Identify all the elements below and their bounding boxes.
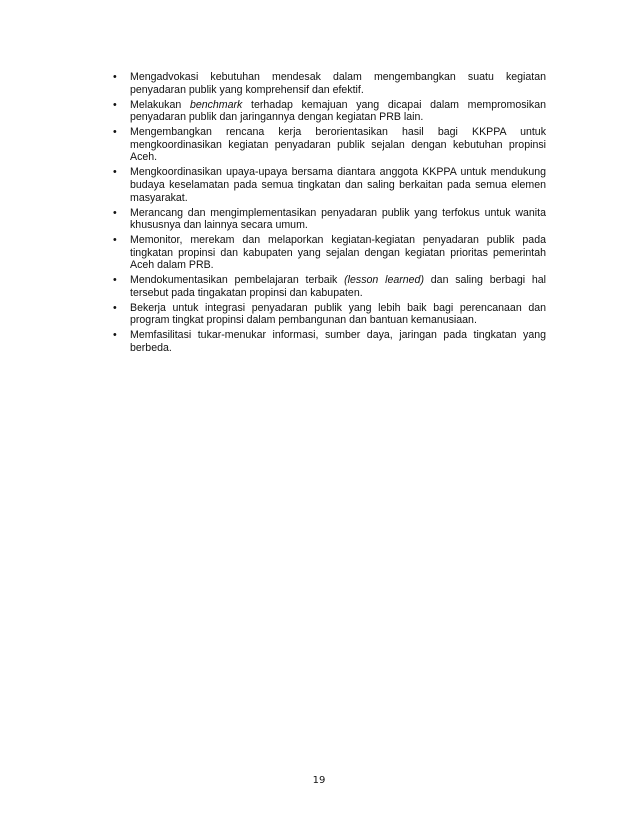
bullet-text — [130, 274, 546, 299]
list-item — [110, 207, 546, 232]
italic-term: benchmark — [189, 98, 243, 111]
text-segment: Merancang dan mengimplementasikan penyadaran publik yang terfokus untuk wanita khususnya dan lainnya secara umum. — [130, 206, 546, 232]
text-segment: Bekerja untuk integrasi penyadaran publik yang lebih baik bagi perencanaan dan program tingkat propinsi dalam pembangunan dan bantuan kemanusiaan. — [130, 301, 546, 327]
bullet-text — [130, 99, 546, 124]
text-segment: Mengembangkan rencana kerja berorientasikan hasil bagi KKPPA untuk mengkoordinasikan kegiatan penyadaran publik sejalan dengan kebutuhan propinsi Aceh. — [130, 126, 546, 164]
bullet-text — [130, 302, 546, 327]
bullet-icon: • — [113, 71, 117, 83]
bullet-text — [130, 207, 546, 232]
bullet-text — [130, 234, 546, 271]
list-item — [110, 99, 546, 124]
list-item — [110, 166, 546, 204]
bullet-icon: • — [113, 274, 117, 287]
list-item — [110, 71, 546, 96]
bullet-icon: • — [113, 166, 117, 179]
text-segment: Mengkoordinasikan upaya-upaya bersama diantara anggota KKPPA untuk mendukung budaya keselamatan pada semua tingkatan dan saling berkaitan pada semua elemen masyarakat. — [130, 166, 546, 204]
bullet-text — [130, 71, 546, 96]
text-segment: dan saling berbagi hal tersebut pada tingakatan propinsi dan kabupaten. — [130, 274, 547, 299]
bullet-text — [130, 166, 546, 203]
bullet-icon: • — [113, 206, 117, 219]
bullet-icon: • — [113, 329, 117, 342]
page-number: 19 — [312, 775, 326, 786]
list-item — [110, 302, 546, 327]
text-segment: Memfasilitasi tukar-menukar informasi, sumber daya, jaringan pada tingkatan yang berbeda. — [130, 329, 546, 354]
bullet-icon: • — [113, 126, 117, 139]
bullet-text — [130, 329, 546, 354]
list-item — [110, 234, 546, 272]
italic-term: (lesson learned) — [344, 274, 424, 287]
text-segment: Melakukan — [130, 98, 190, 111]
bullet-icon: • — [113, 301, 117, 314]
list-item — [110, 126, 546, 164]
bullet-list — [110, 71, 546, 357]
text-segment: Memonitor, merekam dan melaporkan kegiatan-kegiatan penyadaran publik pada tingkatan propinsi dan kabupaten yang sejalan dengan kegiatan prioritas pemerintah Aceh dalam PRB. — [130, 234, 546, 272]
text-segment: Mengadvokasi kebutuhan mendesak dalam mengembangkan suatu kegiatan penyadaran publik yang komprehensif dan efektif. — [130, 71, 546, 96]
bullet-icon: • — [113, 98, 117, 111]
list-item — [110, 329, 546, 354]
text-segment: terhadap kemajuan yang dicapai dalam mempromosikan penyadaran publik dan jaringannya dengan kegiatan PRB lain. — [130, 98, 546, 124]
bullet-text — [130, 126, 546, 163]
bullet-icon: • — [113, 234, 117, 247]
list-item — [110, 274, 546, 299]
text-segment: Mendokumentasikan pembelajaran terbaik — [130, 274, 345, 287]
